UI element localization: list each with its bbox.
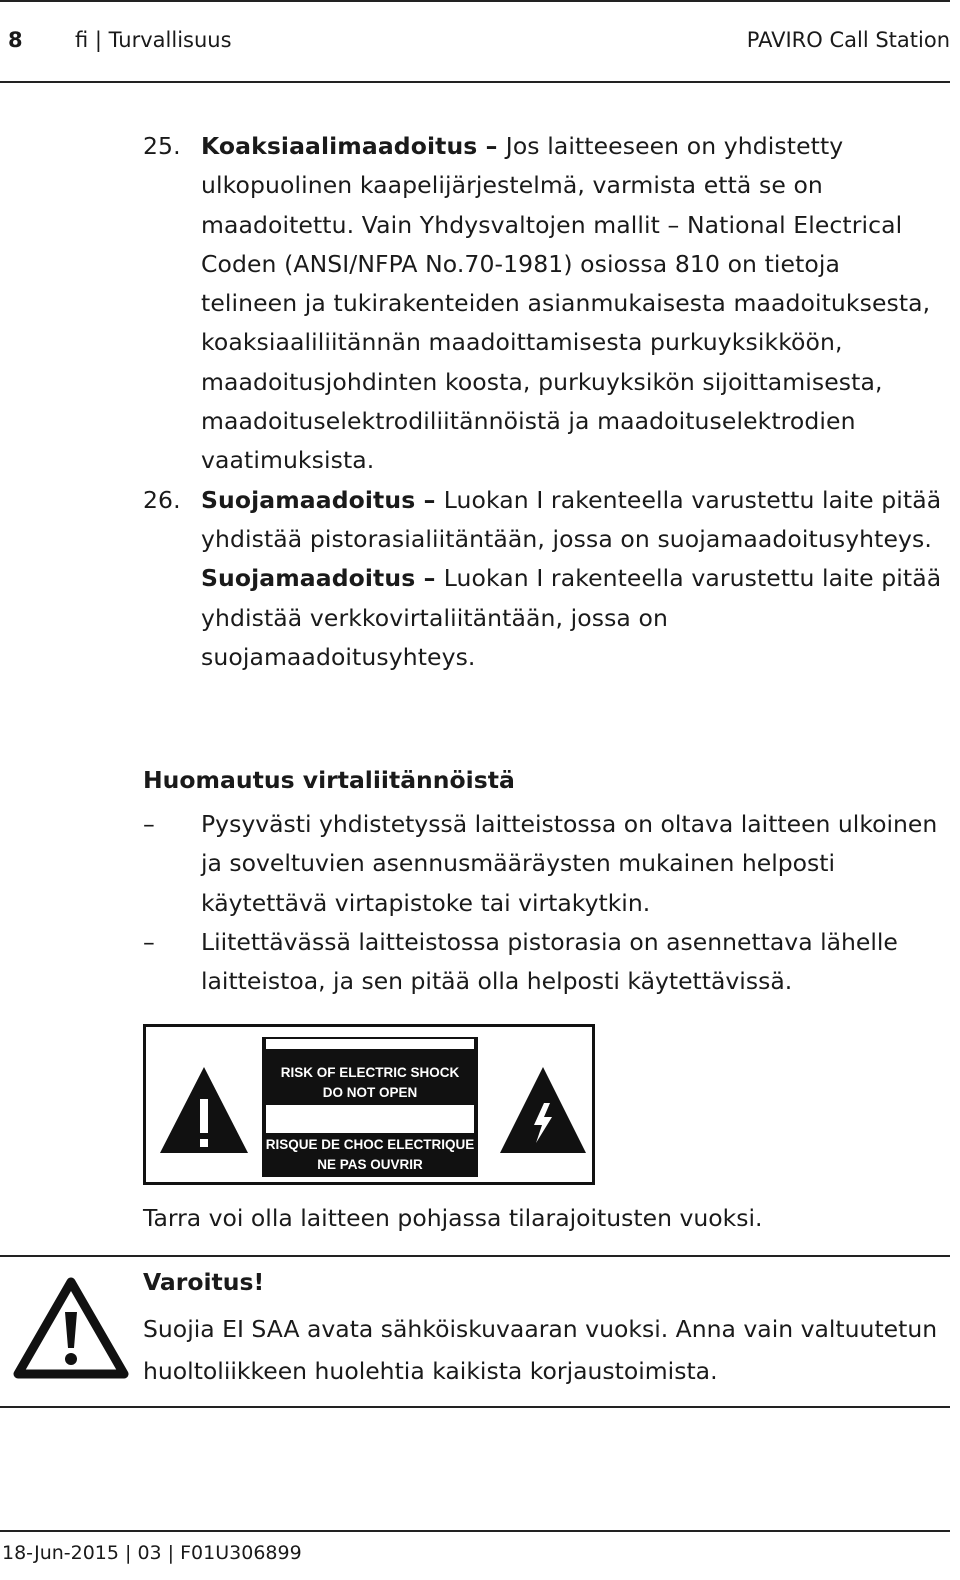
bullet-text: Pysyvästi yhdistetyssä laitteistossa on oltava laitteen ulkoinen ja soveltuvien asennusmääräysten mukainen helposti käytettävä virtapistoke tai virtakytkin. <box>201 810 938 917</box>
section-title: fi | Turvallisuus <box>75 28 232 52</box>
list-item-25 <box>143 127 943 481</box>
warning-text-panel <box>262 1037 478 1177</box>
warning-bottom-rule <box>0 1406 950 1408</box>
note-bullet <box>143 923 943 1002</box>
top-rule <box>0 0 950 2</box>
footer-rule <box>0 1530 950 1532</box>
warning-top-rule <box>0 1255 950 1257</box>
item-label: Suojamaadoitus <box>201 564 416 593</box>
panel-line-3: RISQUE DE CHOC ELECTRIQUE <box>265 1137 475 1152</box>
safety-label <box>143 1024 595 1185</box>
item-separator: – <box>477 132 506 160</box>
item-label: Koaksiaalimaadoitus <box>201 132 478 160</box>
item-number: 26. <box>143 485 181 514</box>
note-title: Huomautus virtaliitännöistä <box>143 766 515 794</box>
bullet-text: Liitettävässä laitteistossa pistorasia on asennettava lähelle laitteistoa, ja sen pitää olla helposti käytettävissä. <box>201 927 898 996</box>
panel-line-2: DO NOT OPEN <box>322 1085 418 1100</box>
label-caption: Tarra voi olla laitteen pohjassa tilarajoitusten vuoksi. <box>143 1204 763 1232</box>
page-number: 8 <box>8 28 23 52</box>
item-text: Luokan I rakenteella varustettu laite pitää yhdistää verkkovirtaliitäntään, jossa on suojamaadoitusyhteys. <box>201 564 942 671</box>
panel-line-4: NE PAS OUVRIR <box>317 1157 423 1172</box>
warning-text: Suojia EI SAA avata sähköiskuvaaran vuoksi. Anna vain valtuutetun huoltoliikkeen huolehtia kaikista korjaustoimista. <box>143 1315 938 1385</box>
note-bullet <box>143 805 943 923</box>
panel-line-1: RISK OF ELECTRIC SHOCK <box>280 1065 460 1080</box>
item-separator: – <box>415 485 444 514</box>
panel-strip <box>266 1105 474 1133</box>
panel-strip <box>266 1039 474 1049</box>
header-rule <box>0 81 950 83</box>
numbered-list <box>143 127 943 677</box>
warning-triangle-icon <box>12 1276 130 1380</box>
item-separator: – <box>415 564 444 593</box>
warning-title: Varoitus! <box>143 1268 265 1296</box>
item-label: Suojamaadoitus <box>201 485 416 514</box>
footer-text: 18-Jun-2015 | 03 | F01U306899 <box>2 1542 302 1564</box>
note-list <box>143 805 943 1001</box>
product-name: PAVIRO Call Station <box>746 28 950 52</box>
item-text: Jos laitteeseen on yhdistetty ulkopuolinen kaapelijärjestelmä, varmista että se on maadoitettu. Vain Yhdysvaltojen mallit – National Electrical Coden (ANSI/NFPA No.70-1981) osiossa 810 on tietoja telineen ja tukirakenteiden asianmukaisesta maadoituksesta, koaksiaaliliitännän maadoittamisesta purkuyksikköön, maadoitusjohdinten koosta, purkuyksikön sijoittamisesta, maadoituselektrodiliitännöistä ja maadoituselektrodien vaatimuksista. <box>201 132 931 475</box>
list-item-26 <box>143 481 943 560</box>
dash-bullet-icon: – <box>143 927 155 956</box>
item-text: Luokan I rakenteella varustettu laite pitää yhdistää pistorasialiitäntään, jossa on suojamaadoitusyhteys. <box>201 485 942 553</box>
exclamation-triangle-icon <box>158 1065 250 1157</box>
lightning-bolt-triangle-icon <box>498 1065 588 1157</box>
dash-bullet-icon: – <box>143 810 155 838</box>
list-item-26-extra <box>143 559 943 677</box>
item-number: 25. <box>143 132 181 160</box>
